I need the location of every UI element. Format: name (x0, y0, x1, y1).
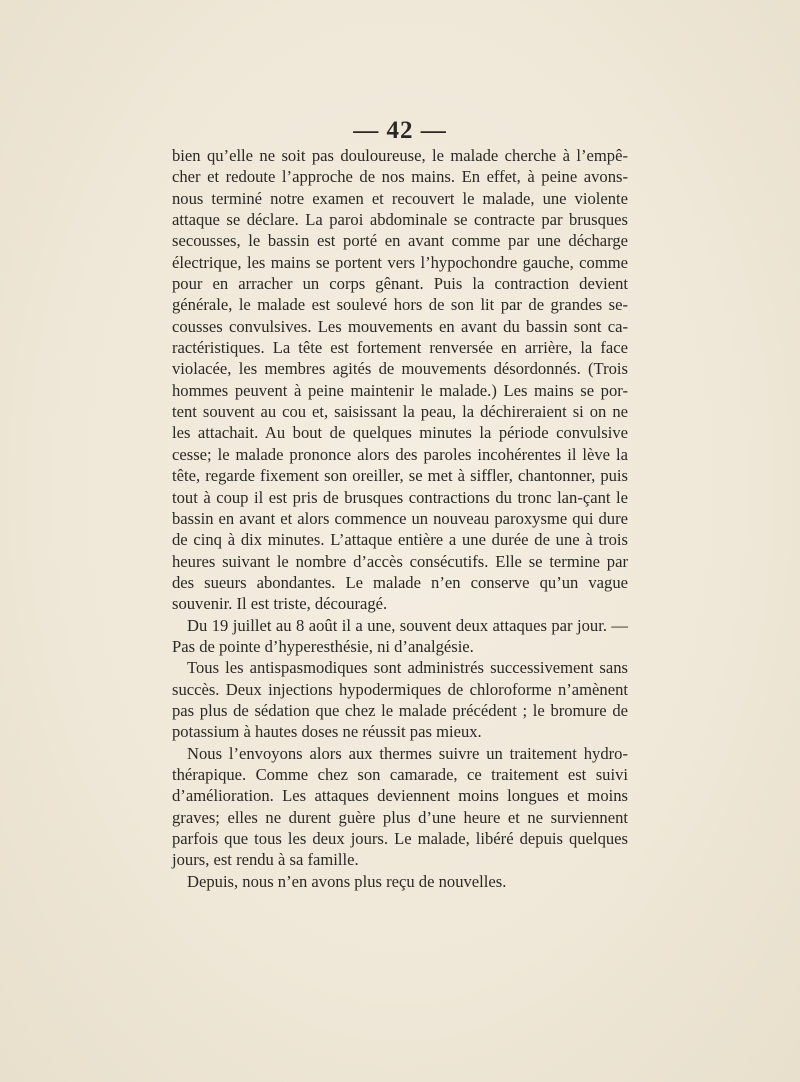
paragraph: Du 19 juillet au 8 août il a une, souvent deux attaques par jour. — Pas de pointe d’hyperesthésie, ni d’analgésie. (172, 615, 628, 656)
paragraph: Tous les antispasmodiques sont administrés successivement sans succès. Deux injections hypodermiques de chloroforme n’amènent pas plus de sédation que chez le malade précédent ; le bromure de potassium à hautes doses ne réussit pas mieux. (172, 658, 628, 742)
body-text (172, 145, 628, 892)
page-number: — 42 — (353, 117, 447, 144)
paragraph: bien qu’elle ne soit pas douloureuse, le malade cherche à l’empê-cher et redoute l’approche de nos mains. En effet, à peine avons-nous terminé notre examen et recouvert le malade, une violente attaque se déclare. La paroi abdominale se contracte par brusques secousses, le bassin est porté en avant comme par une décharge électrique, les mains se portent vers l’hypochondre gauche, comme pour en arracher un corps gênant. Puis la contraction devient générale, le malade est soulevé hors de son lit par de grandes se-cousses convulsives. Les mouvements en avant du bassin sont ca-ractéristiques. La tête est fortement renversée en arrière, la face violacée, les membres agités de mouvements désordonnés. (Trois hommes peuvent à peine maintenir le malade.) Les mains se por-tent souvent au cou et, saisissant la peau, la déchireraient si on ne les attachait. Au bout de quelques minutes la période convulsive cesse; le malade prononce alors des paroles incohérentes il lève la tête, regarde fixement son oreiller, se met à siffler, chantonner, puis tout à coup il est pris de brusques contractions du tronc lan-çant le bassin en avant et alors commence un nouveau paroxysme qui dure de cinq à dix minutes. L’attaque entière a une durée de une à trois heures suivant le nombre d’accès consécutifs. Elle se termine par des sueurs abondantes. Le malade n’en conserve qu’un vague souvenir. Il est triste, découragé. (172, 146, 628, 614)
paragraph: Depuis, nous n’en avons plus reçu de nouvelles. (187, 871, 507, 891)
paragraph: Nous l’envoyons alors aux thermes suivre un traitement hydro-thérapique. Comme chez son camarade, ce traitement est suivi d’amélioration. Les attaques deviennent moins longues et moins graves; elles ne durent guère plus d’une heure et ne surviennent parfois que tous les deux jours. Le malade, libéré depuis quelques jours, est rendu à sa famille. (172, 743, 628, 870)
